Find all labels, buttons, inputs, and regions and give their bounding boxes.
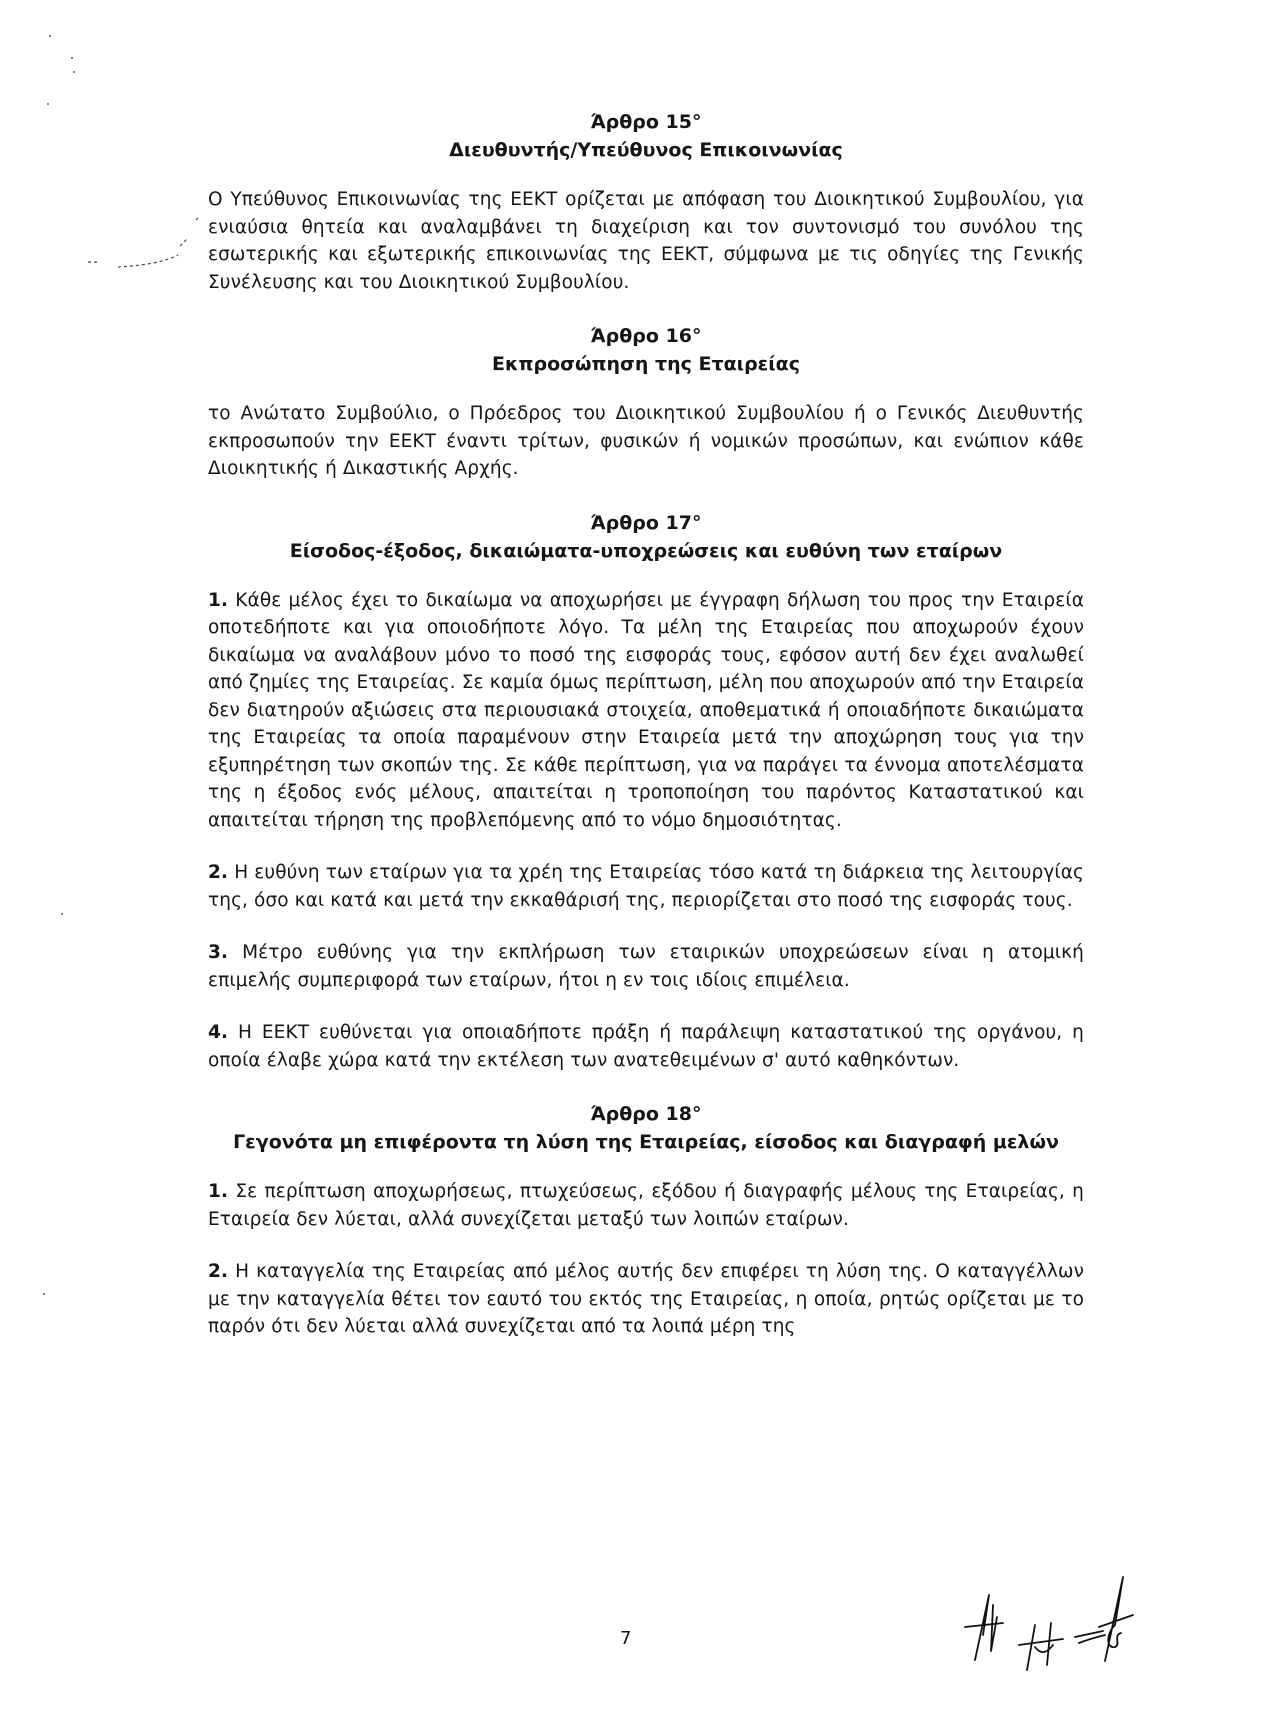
paragraph-number: 3. xyxy=(208,942,229,963)
article-title: Άρθρο 18° xyxy=(590,1103,702,1125)
paragraph-text: Κάθε μέλος έχει το δικαίωμα να αποχωρήσει με έγγραφη δήλωση του προς την Εταιρεία οποτεδήποτε και για οποιοδήποτε λόγο. Τα μέλη της Εταιρείας που αποχωρούν έχουν δικαίωμα να αναλάβουν μόνο το ποσό της εισφοράς τους, εφόσον αυτή δεν έχει αναλωθεί από ζημίες της Εταιρείας. Σε καμία όμως περίπτωση, μέλη που αποχωρούν από την Εταιρεία δεν διατηρούν αξιώσεις στα περιουσιακά στοιχεία, αποθεματικά ή οποιαδήποτε δικαιώματα της Εταιρείας τα οποία παραμένουν στην Εταιρεία μετά την αποχώρηση τους για την εξυπηρέτηση των σκοπών της. Σε κάθε περίπτωση, για να παράγει τα έννομα αποτελέσματα της η έξοδος ενός μέλους, απαιτείται η τροποποίηση του παρόντος Καταστατικού και απαιτείται τήρηση της προβλεπόμενης από το νόμο δημοσιότητας. xyxy=(208,589,1084,831)
paragraph xyxy=(208,1178,1084,1233)
paragraph xyxy=(208,1258,1084,1341)
document-page xyxy=(208,108,1084,1367)
article-subtitle: Είσοδος-έξοδος, δικαιώματα-υποχρεώσεις και ευθύνη των εταίρων xyxy=(289,539,1003,562)
article-subtitle: Γεγονότα μη επιφέροντα τη λύση της Εταιρείας, είσοδος και διαγραφή μελών xyxy=(233,1131,1059,1153)
paragraph-text: Η ευθύνη των εταίρων για τα χρέη της Εταιρείας τόσο κατά τη διάρκεια της λειτουργίας της, όσο και κατά και μετά την εκκαθάρισή της, περιορίζεται στο ποσό της εισφοράς τους. xyxy=(208,862,1084,911)
article-15 xyxy=(208,108,1084,296)
paragraph-number: 1. xyxy=(208,1181,229,1202)
article-17 xyxy=(208,509,1084,1075)
article-subtitle: Διευθυντής/Υπεύθυνος Επικοινωνίας xyxy=(449,139,843,161)
signatures xyxy=(955,1565,1195,1675)
paragraph-text: το Ανώτατο Συμβούλιο, ο Πρόεδρος του Διοικητικού Συμβουλίου ή ο Γενικός Διευθυντής εκπροσωπούν την ΕΕΚΤ έναντι τρίτων, φυσικών ή νομικών προσώπων, και ενώπιον κάθε Διοικητικής ή Δικαστικής Αρχής. xyxy=(208,403,1084,479)
paragraph-number: 4. xyxy=(208,1022,229,1043)
paragraph-number: 1. xyxy=(208,589,229,611)
article-title: Άρθρο 17° xyxy=(590,511,702,534)
paragraph xyxy=(208,400,1084,483)
paragraph xyxy=(208,1019,1084,1074)
paragraph-text: Σε περίπτωση αποχωρήσεως, πτωχεύσεως, εξόδου ή διαγραφής μέλους της Εταιρείας, η Εταιρεία δεν λύεται, αλλά συνεχίζεται μεταξύ των λοιπών εταίρων. xyxy=(208,1181,1084,1230)
page-number: 7 xyxy=(620,1628,632,1649)
paragraph xyxy=(208,939,1084,994)
article-title: Άρθρο 15° xyxy=(590,111,702,133)
article-title: Άρθρο 16° xyxy=(590,325,702,347)
paragraph-number: 2. xyxy=(208,862,229,883)
paragraph-number: 2. xyxy=(208,1261,229,1282)
scan-marks xyxy=(0,0,220,1729)
paragraph xyxy=(208,859,1084,914)
paragraph-text: Η καταγγελία της Εταιρείας από μέλος αυτής δεν επιφέρει τη λύση της. Ο καταγγέλλων με την καταγγελία θέτει τον εαυτό του εκτός της Εταιρείας, η οποία, ρητώς ορίζεται με το παρόν ότι δεν λύεται αλλά συνεχίζεται από τα λοιπά μέρη της xyxy=(208,1261,1084,1337)
article-18 xyxy=(208,1100,1084,1341)
paragraph-text: Μέτρο ευθύνης για την εκπλήρωση των εταιρικών υποχρεώσεων είναι η ατομική επιμελής συμπεριφορά των εταίρων, ήτοι η εν τοις ιδίοις επιμέλεια. xyxy=(208,942,1084,991)
paragraph xyxy=(208,587,1084,835)
paragraph-text: Η ΕΕΚΤ ευθύνεται για οποιαδήποτε πράξη ή παράλειψη καταστατικού της οργάνου, η οποία έλαβε χώρα κατά την εκτέλεση των ανατεθειμένων σ' αυτό καθηκόντων. xyxy=(208,1022,1084,1071)
paragraph-text: Ο Υπεύθυνος Επικοινωνίας της ΕΕΚΤ ορίζεται με απόφαση του Διοικητικού Συμβουλίου, για ενιαύσια θητεία και αναλαμβάνει τη διαχείριση και τον συντονισμό του συνόλου της εσωτερικής και εξωτερικής επικοινωνίας της ΕΕΚΤ, σύμφωνα με τις οδηγίες της Γενικής Συνέλευσης και του Διοικητικού Συμβουλίου. xyxy=(208,189,1084,293)
paragraph xyxy=(208,186,1084,296)
article-subtitle: Εκπροσώπηση της Εταιρείας xyxy=(492,353,800,375)
article-16 xyxy=(208,322,1084,483)
